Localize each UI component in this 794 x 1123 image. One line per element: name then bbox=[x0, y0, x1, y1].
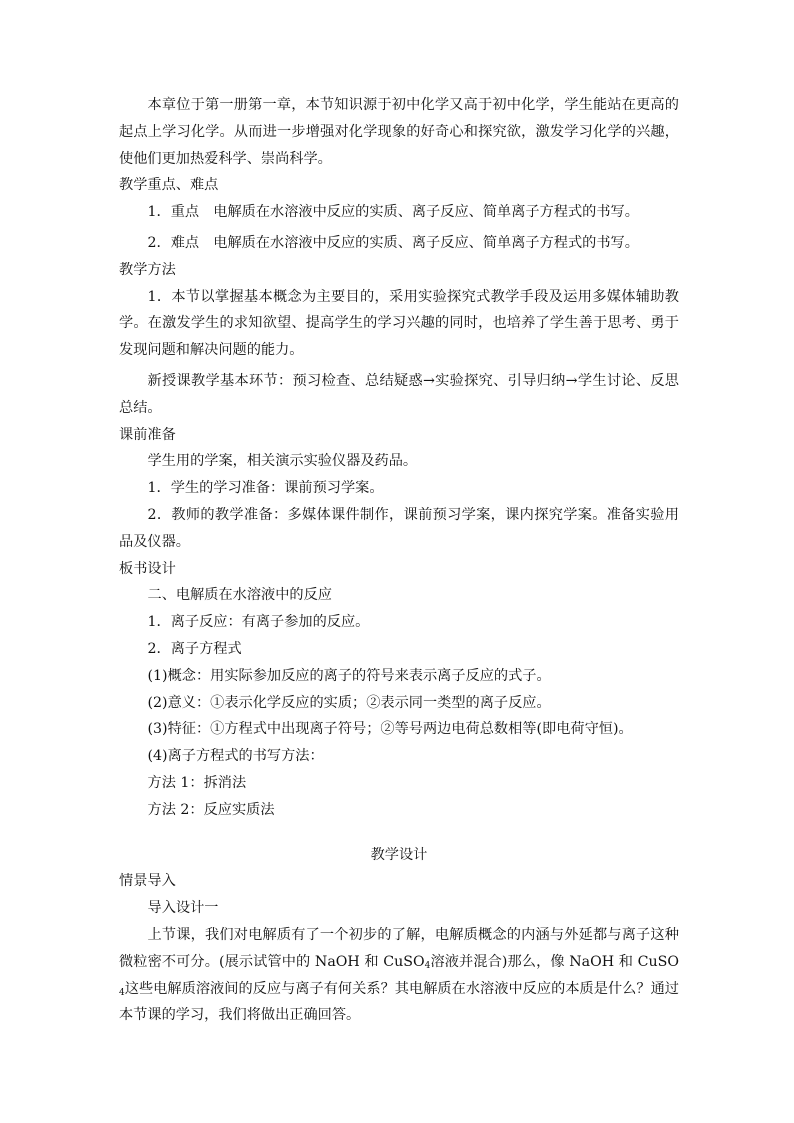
difficulty-item: 2．难点 电解质在水溶液中反应的实质、离子反应、简单离子方程式的书写。 bbox=[147, 234, 639, 251]
methods-heading: 教学方法 bbox=[119, 261, 176, 278]
key-points-heading: 教学重点、难点 bbox=[119, 177, 219, 194]
preparation-intro: 学生用的学案，相关演示实验仪器及药品。 bbox=[147, 453, 418, 470]
design-paragraph-part: 溶液并混合)那么，像 NaOH 和 CuSO bbox=[430, 953, 679, 970]
board-line: 2．离子方程式 bbox=[147, 640, 242, 657]
design-section-heading: 情景导入 bbox=[119, 873, 176, 890]
intro-paragraph: 本章位于第一册第一章，本节知识源于初中化学又高于初中化学，学生能站在更高的起点上学习化学。从而进一步增强对化学现象的好奇心和探究欲，激发学习化学的兴趣，使他们更加热爱科学、崇尚科学。 bbox=[119, 97, 679, 167]
subscript: 4 bbox=[119, 987, 125, 998]
board-line: 方法 2：反应实质法 bbox=[147, 801, 275, 818]
board-line: (3)特征：①方程式中出现离子符号；②等号两边电荷总数相等(即电荷守恒)。 bbox=[147, 721, 633, 738]
methods-steps-paragraph: 新授课教学基本环节：预习检查、总结疑惑→实验探究、引导归纳→学生讨论、反思总结。 bbox=[119, 372, 679, 416]
board-heading: 板书设计 bbox=[119, 560, 176, 577]
preparation-heading: 课前准备 bbox=[119, 426, 176, 443]
board-line: (1)概念：用实际参加反应的离子的符号来表示离子反应的式子。 bbox=[147, 667, 551, 684]
board-line: (4)离子方程式的书写方法： bbox=[147, 748, 324, 765]
board-line: 方法 1：拆消法 bbox=[147, 774, 247, 791]
preparation-student: 1．学生的学习准备：课前预习学案。 bbox=[147, 480, 384, 497]
board-line: 二、电解质在水溶液中的反应 bbox=[147, 587, 332, 604]
design-paragraph-part: 上节课，我们对电解质有了一个初步的了解，电解质概念的内涵与外延都与离子这种微粒密不可分。(展示试管中的 NaOH 和 CuSO bbox=[119, 926, 679, 970]
design-paragraph bbox=[119, 922, 679, 1029]
board-line: (2)意义：①表示化学反应的实质；②表示同一类型的离子反应。 bbox=[147, 694, 551, 711]
key-point-item: 1．重点 电解质在水溶液中反应的实质、离子反应、简单离子方程式的书写。 bbox=[147, 204, 639, 221]
document-page bbox=[119, 92, 679, 1029]
design-title: 教学设计 bbox=[370, 846, 428, 863]
design-paragraph-part: 这些电解质溶液间的反应与离子有何关系？其电解质在水溶液中反应的本质是什么？通过本节课的学习，我们将做出正确回答。 bbox=[119, 980, 679, 1024]
board-line: 1．离子反应：有离子参加的反应。 bbox=[147, 614, 370, 631]
preparation-teacher: 2．教师的教学准备：多媒体课件制作，课前预习学案，课内探究学案。准备实验用品及仪器。 bbox=[119, 506, 679, 550]
subscript: 4 bbox=[424, 960, 431, 971]
methods-paragraph: 1．本节以掌握基本概念为主要目的，采用实验探究式教学手段及运用多媒体辅助教学。在激发学生的求知欲望、提高学生的学习兴趣的同时，也培养了学生善于思考、勇于发现问题和解决问题的能力。 bbox=[119, 288, 679, 359]
design-sub-heading: 导入设计一 bbox=[147, 900, 219, 917]
